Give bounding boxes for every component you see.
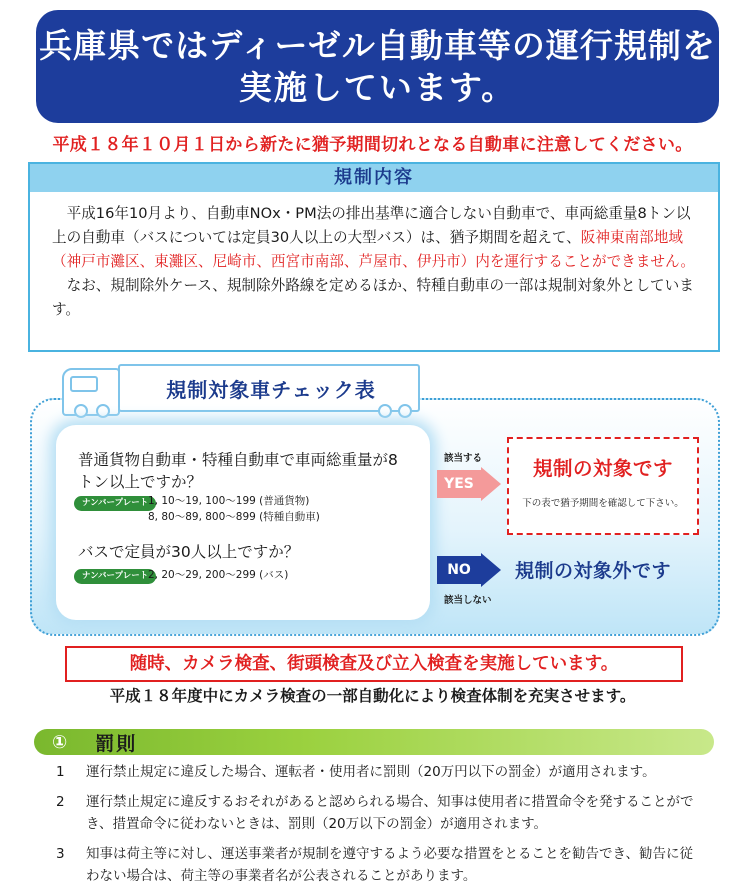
question-2-plate: 2, 20～29, 200～299 (バス) <box>148 569 289 581</box>
yes-arrow-label: YES <box>437 470 481 498</box>
yes-arrow <box>437 467 501 501</box>
not-regulated-result: 規制の対象外です <box>515 560 672 582</box>
arrow-right-icon <box>481 467 501 501</box>
no-arrow <box>437 553 501 587</box>
no-caption: 該当しない <box>444 595 492 606</box>
list-item <box>56 843 701 887</box>
penalty-list <box>56 761 701 888</box>
check-table-title: 規制対象車チェック表 <box>166 378 376 402</box>
question-1-plate-line2: 8, 80～89, 800～899 (特種自動車) <box>148 511 320 523</box>
list-item-number: 3 <box>56 846 65 862</box>
question-2: バスで定員が30人以上ですか？ <box>78 543 300 561</box>
title-banner <box>36 10 719 123</box>
question-1-plate-line1: 1, 10～19, 100～199 (普通貨物) <box>148 495 310 507</box>
truck-wheel-icon <box>378 404 392 418</box>
question-box <box>56 425 430 620</box>
no-arrow-label: NO <box>437 556 481 584</box>
list-item <box>56 761 701 783</box>
regulated-result-note: 下の表で猶予期間を確認して下さい。 <box>522 498 684 509</box>
question-1: 普通貨物自動車・特種自動車で車両総重量が8トン以上ですか？ <box>78 451 398 491</box>
truck-wheel-icon <box>96 404 110 418</box>
grace-period-notice: 平成１８年１０月１日から新たに猶予期間切れとなる自動車に注意してください。 <box>52 135 693 155</box>
regulated-result-box <box>507 437 699 535</box>
regulation-text-a: 平成16年10月より、自動車NOx・PM法の排出基準に適合しない自動車で、車両総重量8トン以上の自動車（バスについては定員30人以上の大型バス）は、猶予期間を超えて、 <box>52 205 691 246</box>
regulated-result-title: 規制の対象です <box>532 457 673 480</box>
regulation-paragraph-2: なお、規制除外ケース、規制除外路線を定めるほか、特種自動車の一部は規制対象外としています。 <box>52 277 694 318</box>
section-number: ① <box>52 731 68 753</box>
yes-caption: 該当する <box>444 453 483 464</box>
penalty-title: 罰則 <box>95 732 138 755</box>
page-title-line1: 兵庫県ではディーゼル自動車等の運行規制を <box>39 26 716 66</box>
list-item <box>56 791 701 835</box>
list-item-text: 運行禁止規定に違反するおそれがあると認められる場合、知事は使用者に措置命令を発することができ、措置命令に従わないときは、罰則（20万以下の罰金）が適用されます。 <box>86 794 694 832</box>
number-plate-badge: ナンバープレート <box>74 569 156 584</box>
regulation-header: 規制内容 <box>30 164 718 192</box>
truck-wheel-icon <box>398 404 412 418</box>
regulation-body <box>30 192 718 322</box>
truck-window <box>70 376 98 392</box>
regulation-area-text: 阪神東南部地域（神戸市灘区、東灘区、尼崎市、西宮市南部、芦屋市、伊丹市）内を運行することができません。 <box>52 229 696 270</box>
list-item-text: 知事は荷主等に対し、運送事業者が規制を遵守するよう必要な措置をとることを勧告でき、勧告に従わない場合は、荷主等の事業者名が公表されることがあります。 <box>86 846 693 884</box>
truck-wheel-icon <box>74 404 88 418</box>
page-title-line2: 実施しています。 <box>238 67 517 107</box>
inspection-notice: 随時、カメラ検査、街頭検査及び立入検査を実施しています。 <box>65 646 683 682</box>
arrow-right-icon <box>481 553 501 587</box>
regulation-box <box>28 162 720 352</box>
number-plate-badge: ナンバープレート <box>74 496 156 511</box>
regulation-paragraph-1 <box>52 202 704 274</box>
truck-cab-illustration <box>62 368 120 416</box>
list-item-text: 運行禁止規定に違反した場合、運転者・使用者に罰則（20万円以下の罰金）が適用されます。 <box>86 764 656 780</box>
list-item-number: 1 <box>56 764 65 780</box>
list-item-number: 2 <box>56 794 65 810</box>
penalty-section-header <box>34 729 714 755</box>
inspection-subnotice: 平成１８年度中にカメラ検査の一部自動化により検査体制を充実させます。 <box>109 687 636 705</box>
